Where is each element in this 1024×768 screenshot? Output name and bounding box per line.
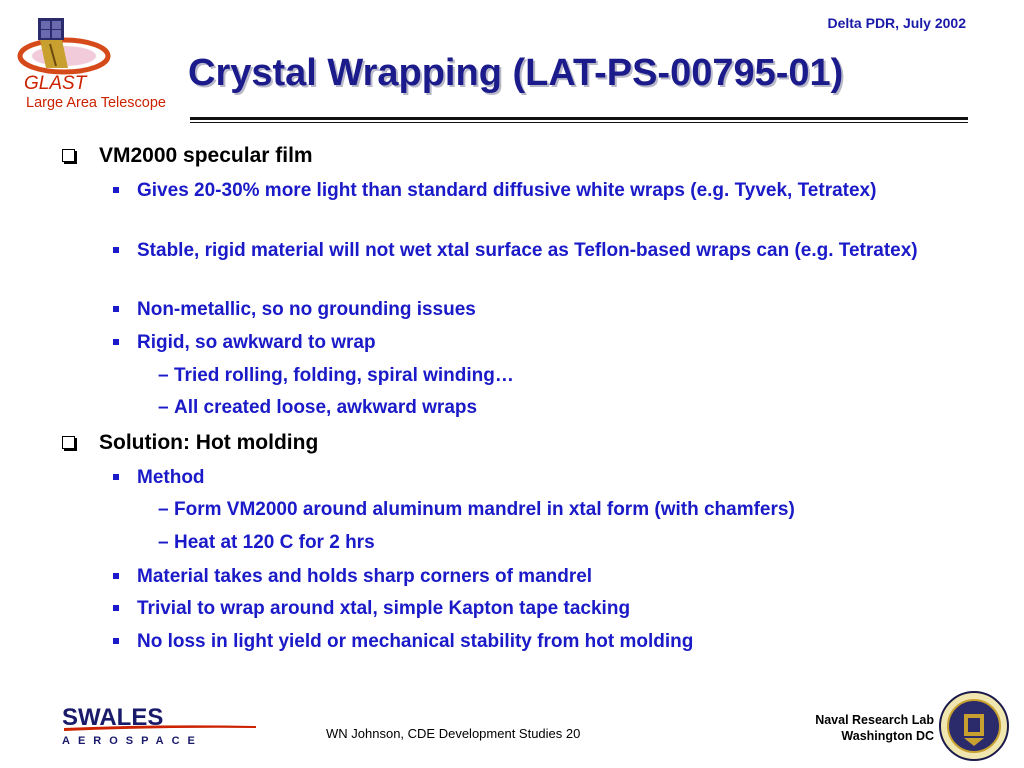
- bullet-item: [110, 627, 980, 656]
- sub-bullet-text: All created loose, awkward wraps: [174, 397, 478, 418]
- square-bullet-icon: [113, 339, 119, 345]
- square-bullet-icon: [113, 247, 119, 253]
- dash-bullet-icon: –: [158, 499, 169, 520]
- bullet-item: [110, 236, 980, 265]
- title-rule-thin: [190, 122, 968, 123]
- dash-bullet-icon: –: [158, 532, 169, 553]
- dash-bullet-icon: –: [158, 365, 169, 386]
- bullet-item: [110, 594, 980, 623]
- bullet-item: [110, 295, 980, 324]
- square-bullet-icon: [113, 605, 119, 611]
- title-rule-thick: [190, 117, 968, 120]
- bullet-text: Non-metallic, so no grounding issues: [137, 299, 476, 320]
- checkbox-bullet-icon: [62, 149, 75, 162]
- bullet-text: Rigid, so awkward to wrap: [137, 332, 376, 353]
- sub-bullet-text: Heat at 120 C for 2 hrs: [174, 532, 375, 553]
- swales-aerospace-logo-icon: [60, 704, 260, 748]
- naval-research-lab-seal-icon: [938, 690, 1010, 762]
- bullet-text: Gives 20-30% more light than standard diffusive white wraps (e.g. Tyvek, Tetratex): [137, 180, 877, 201]
- glast-logo-text: GLAST: [24, 73, 87, 94]
- glast-logo-subtitle: Large Area Telescope: [26, 95, 167, 111]
- bullet-item: [110, 176, 980, 205]
- square-bullet-icon: [113, 573, 119, 579]
- square-bullet-icon: [113, 638, 119, 644]
- square-bullet-icon: [113, 187, 119, 193]
- bullet-item: [110, 463, 980, 492]
- checkbox-bullet-icon: [62, 436, 75, 449]
- square-bullet-icon: [113, 474, 119, 480]
- conference-label: Delta PDR, July 2002: [827, 15, 966, 31]
- bullet-item: [110, 562, 980, 591]
- sub-bullet-text: Form VM2000 around aluminum mandrel in xtal form (with chamfers): [174, 499, 795, 520]
- bullet-text: Method: [137, 467, 205, 488]
- dash-bullet-icon: –: [158, 397, 169, 418]
- swales-logo-sub: AEROSPACE: [62, 735, 203, 747]
- page-title: Crystal Wrapping (LAT-PS-00795-01): [188, 52, 844, 94]
- bullet-text: Stable, rigid material will not wet xtal surface as Teflon-based wraps can (e.g. Tetratex): [137, 240, 918, 261]
- swales-logo-name: SWALES: [62, 704, 164, 731]
- bullet-text: No loss in light yield or mechanical stability from hot molding: [137, 631, 694, 652]
- bullet-text: Trivial to wrap around xtal, simple Kapton tape tacking: [137, 598, 631, 619]
- section-heading-text: VM2000 specular film: [99, 144, 313, 167]
- sub-bullet-text: Tried rolling, folding, spiral winding…: [174, 365, 514, 386]
- section-heading-text: Solution: Hot molding: [99, 431, 319, 454]
- square-bullet-icon: [113, 306, 119, 312]
- footer-caption: WN Johnson, CDE Development Studies 20: [326, 726, 581, 741]
- bullet-text: Material takes and holds sharp corners of mandrel: [137, 566, 593, 587]
- bullet-item: [110, 328, 980, 357]
- nrl-label: [815, 712, 934, 744]
- nrl-line-2: Washington DC: [841, 729, 934, 743]
- nrl-line-1: Naval Research Lab: [815, 713, 934, 727]
